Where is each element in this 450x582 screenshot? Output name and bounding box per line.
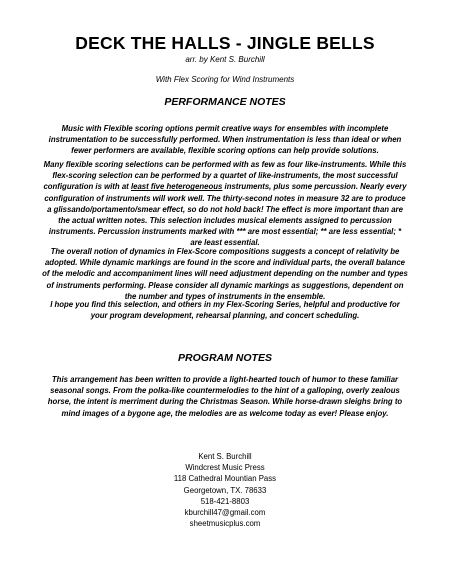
contact-city: Georgetown, TX. 78633 xyxy=(183,485,267,495)
performance-notes-paragraph-1: Music with Flexible scoring options permit creative ways for ensembles with incomplete instrumentation to be successfully performed. When instrumentation is less than ideal or when fewer performers are available, flexible scoring options can help provide solutions. xyxy=(48,124,402,156)
contact-name: Kent S. Burchill xyxy=(198,452,252,461)
program-notes-heading: PROGRAM NOTES xyxy=(178,352,272,364)
contact-phone: 518-421-8803 xyxy=(200,496,250,506)
subtitle: With Flex Scoring for Wind Instruments xyxy=(155,75,295,84)
arranger-credit: arr. by Kent S. Burchill xyxy=(185,55,265,64)
performance-notes-paragraph-2 xyxy=(42,159,408,249)
contact-email: kburchill47@gmail.com xyxy=(184,508,266,518)
performance-notes-paragraph-3: The overall notion of dynamics in Flex-Score compositions suggests a concept of relativity be adopted. While dynamic markings are found in the score and individual parts, the overall balance of the melodic and accompaniment lines will need adjustment depending on the number and types of instruments performing. Please consider all dynamic markings as suggestions, dependent on the number and types of instruments in the ensemble. xyxy=(42,247,408,301)
underlined-phrase: least five heterogeneous xyxy=(130,182,223,192)
contact-street: 118 Cathedral Mountian Pass xyxy=(173,474,277,484)
performance-notes-heading: PERFORMANCE NOTES xyxy=(164,96,286,108)
page-title: DECK THE HALLS - JINGLE BELLS xyxy=(75,33,375,53)
performance-notes-paragraph-4: I hope you find this selection, and others in my Flex-Scoring Series, helpful and productive for your program development, rehearsal planning, and concert scheduling. xyxy=(50,300,400,321)
contact-website: sheetmusicplus.com xyxy=(189,519,261,529)
contact-publisher: Windcrest Music Press xyxy=(185,463,265,473)
program-notes-paragraph: This arrangement has been written to provide a light-hearted touch of humor to these familiar seasonal songs. From the polka-like countermelodies to the hint of a galloping, overly zealous horse, the intent is merriment during the Christmas Season. While horse-drawn sleighs bring to mind images of a bygone age, the melodies are as welcome today as ever! Please enjoy. xyxy=(47,375,403,418)
paragraph-2-text-start: Many flexible scoring selections can be performed with as few as four like-instruments. While this flex-scoring selection can be performed by a quartet of like-instruments, the most successful configuration is with at xyxy=(43,160,407,192)
contact-block xyxy=(0,451,450,529)
paragraph-2-text-end: instruments, plus some percussion. Nearly every configuration of instruments will work well. The thirty-second notes in measure 32 are to produce a glissando/portamento/smear effect, so do not hold back! The effect is more important than are the actual written notes. This selection includes musical elements assigned to percussion instruments. Percussion instruments marked with *** are most essential; ** are less essential; * are least essential. xyxy=(44,182,407,248)
